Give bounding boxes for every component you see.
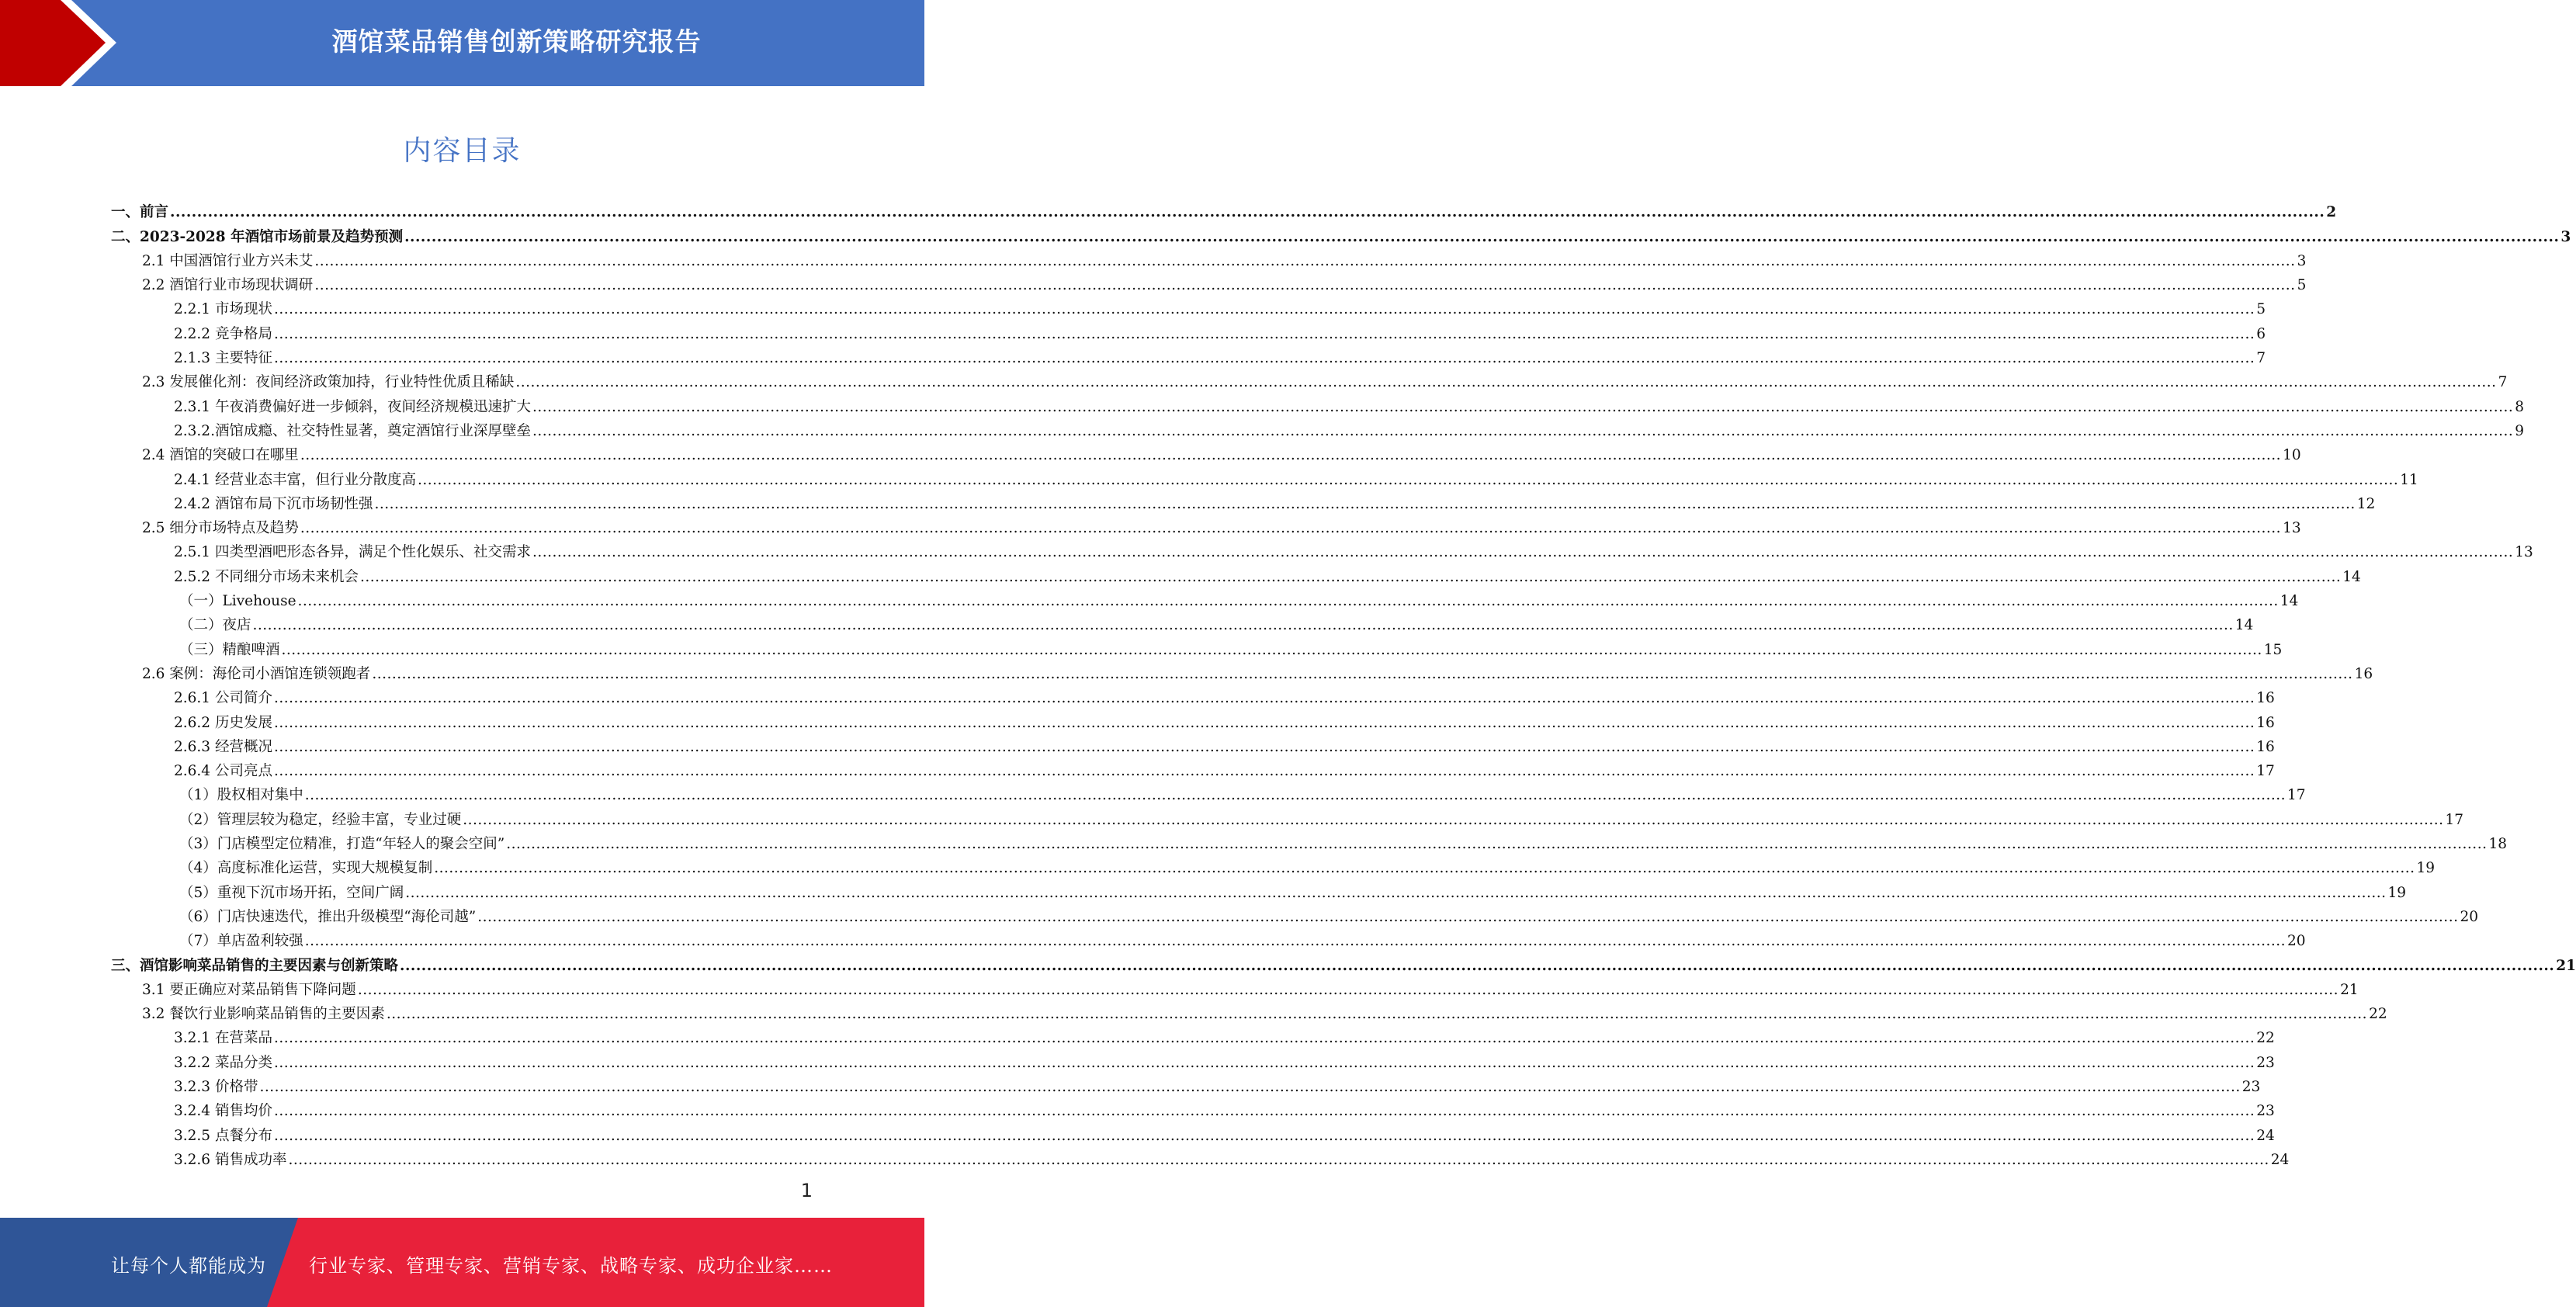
toc-dot-leader: ................................................................................................................................................................................................................................................................................................................................................................................................................ (288, 1151, 2269, 1168)
toc-dot-leader: ................................................................................................................................................................................................................................................................................................................................................................................................................ (477, 908, 2459, 925)
toc-entry-page: 7 (2256, 350, 2266, 367)
toc-heading: 内容目录 (403, 135, 522, 167)
toc-entry[interactable] (111, 343, 2266, 367)
toc-dot-leader: ................................................................................................................................................................................................................................................................................................................................................................................................................ (300, 447, 2282, 464)
toc-entry[interactable] (111, 683, 2275, 707)
footer-slogan-left: 让每个人都能成为 (111, 1255, 266, 1277)
toc-entry-label: 2.2.1 市场现状 (174, 301, 272, 318)
toc-dot-leader: ................................................................................................................................................................................................................................................................................................................................................................................................................ (273, 350, 2255, 367)
toc-dot-leader: ................................................................................................................................................................................................................................................................................................................................................................................................................ (273, 1054, 2255, 1071)
toc-entry-page: 18 (2488, 836, 2507, 853)
toc-entry-page: 17 (2256, 763, 2275, 780)
toc-dot-leader: ................................................................................................................................................................................................................................................................................................................................................................................................................ (404, 228, 2560, 245)
toc-entry-page: 12 (2356, 495, 2376, 512)
toc-entry-label: 2.3 发展催化剂：夜间经济政策加持，行业特性优质且稀缺 (142, 374, 515, 391)
page-header (0, 0, 924, 86)
toc-entry[interactable] (111, 318, 2266, 342)
toc-entry[interactable] (111, 950, 2576, 974)
toc-entry[interactable] (111, 780, 2306, 804)
toc-entry-page: 16 (2256, 690, 2275, 707)
toc-entry-page: 17 (2287, 787, 2306, 804)
toc-entry-label: 2.3.1 午夜消费偏好进一步倾斜，夜间经济规模迅速扩大 (174, 398, 531, 415)
toc-entry-label: 2.3.2.酒馆成瘾、社交特性显著，奠定酒馆行业深厚壁垒 (174, 422, 531, 439)
toc-entry-page: 17 (2445, 811, 2464, 828)
toc-entry-label: 2.4 酒馆的突破口在哪里 (142, 447, 299, 464)
toc-entry-label: （2）管理层较为稳定，经验丰富，专业过硬 (179, 811, 462, 828)
toc-entry[interactable] (111, 829, 2507, 853)
toc-entry-label: 2.6.3 经营概况 (174, 738, 272, 755)
toc-entry-label: 2.2.2 竞争格局 (174, 325, 272, 342)
toc-entry-label: 2.5 细分市场特点及趋势 (142, 520, 299, 537)
toc-entry-label: 3.2.6 销售成功率 (174, 1151, 287, 1168)
toc-entry-page: 8 (2515, 398, 2524, 415)
toc-entry-page: 24 (2256, 1127, 2275, 1144)
toc-entry-page: 20 (2287, 933, 2306, 950)
toc-dot-leader: ................................................................................................................................................................................................................................................................................................................................................................................................................ (273, 301, 2255, 318)
toc-entry[interactable] (111, 975, 2359, 999)
toc-dot-leader: ................................................................................................................................................................................................................................................................................................................................................................................................................ (273, 1127, 2255, 1144)
toc-entry-label: （6）门店快速迭代，推出升级模型“海伦司越” (179, 908, 477, 925)
toc-dot-leader: ................................................................................................................................................................................................................................................................................................................................................................................................................ (273, 738, 2255, 755)
toc-dot-leader: ................................................................................................................................................................................................................................................................................................................................................................................................................ (170, 204, 2325, 221)
toc-entry-label: 3.2.2 菜品分类 (174, 1054, 272, 1071)
toc-dot-leader: ................................................................................................................................................................................................................................................................................................................................................................................................................ (297, 593, 2279, 610)
toc-entry-page: 16 (2256, 738, 2275, 755)
toc-entry[interactable] (111, 999, 2387, 1023)
toc-dot-leader: ................................................................................................................................................................................................................................................................................................................................................................................................................ (273, 763, 2255, 780)
toc-entry-page: 11 (2400, 471, 2418, 488)
toc-entry-label: （1）股权相对集中 (179, 787, 303, 804)
toc-entry[interactable] (111, 1145, 2290, 1169)
toc-entry-label: 2.1 中国酒馆行业方兴未艾 (142, 252, 314, 269)
toc-entry[interactable] (111, 634, 2283, 658)
toc-entry-label: 3.2.1 在营菜品 (174, 1030, 272, 1047)
toc-dot-leader: ................................................................................................................................................................................................................................................................................................................................................................................................................ (259, 1078, 2241, 1095)
toc-entry-label: 2.4.2 酒馆布局下沉市场韧性强 (174, 495, 373, 512)
toc-dot-leader: ................................................................................................................................................................................................................................................................................................................................................................................................................ (273, 1030, 2255, 1047)
toc-entry[interactable] (111, 1023, 2275, 1047)
toc-entry[interactable] (111, 659, 2373, 683)
toc-entry-label: 2.2 酒馆行业市场现状调研 (142, 277, 314, 294)
toc-entry-page: 13 (2283, 520, 2301, 537)
toc-entry[interactable] (111, 1096, 2275, 1120)
toc-entry-label: 三、酒馆影响菜品销售的主要因素与创新策略 (111, 957, 399, 974)
toc-entry-label: 2.5.1 四类型酒吧形态各异，满足个性化娱乐、社交需求 (174, 544, 531, 561)
toc-entry[interactable] (111, 877, 2407, 901)
toc-entry[interactable] (111, 561, 2361, 585)
toc-dot-leader: ................................................................................................................................................................................................................................................................................................................................................................................................................ (386, 1006, 2368, 1023)
toc-entry-label: （7）单店盈利较强 (179, 933, 303, 950)
toc-entry[interactable] (111, 756, 2275, 780)
toc-entry-page: 2 (2326, 204, 2337, 221)
footer-slogan-right: 行业专家、管理专家、营销专家、战略专家、成功企业家…… (309, 1255, 833, 1277)
toc-entry-label: （三）精酿啤酒 (179, 641, 280, 658)
toc-entry-page: 14 (2342, 568, 2361, 585)
toc-entry-page: 24 (2270, 1151, 2290, 1168)
toc-dot-leader: ................................................................................................................................................................................................................................................................................................................................................................................................................ (532, 422, 2514, 439)
toc-entry[interactable] (111, 391, 2524, 415)
toc-entry[interactable] (111, 902, 2478, 926)
toc-dot-leader: ................................................................................................................................................................................................................................................................................................................................................................................................................ (400, 957, 2555, 974)
toc-entry[interactable] (111, 270, 2307, 294)
toc-entry-label: 3.2.5 点餐分布 (174, 1127, 272, 1144)
toc-dot-leader: ................................................................................................................................................................................................................................................................................................................................................................................................................ (304, 787, 2287, 804)
toc-entry-page: 21 (2556, 957, 2576, 974)
toc-dot-leader: ................................................................................................................................................................................................................................................................................................................................................................................................................ (281, 641, 2262, 658)
toc-dot-leader: ................................................................................................................................................................................................................................................................................................................................................................................................................ (314, 252, 2296, 269)
table-of-contents (111, 197, 2576, 1169)
toc-entry[interactable] (111, 440, 2301, 464)
toc-dot-leader: ................................................................................................................................................................................................................................................................................................................................................................................................................ (532, 544, 2514, 561)
toc-entry-page: 14 (2234, 617, 2254, 634)
toc-entry[interactable] (111, 246, 2307, 270)
toc-entry-page: 22 (2256, 1030, 2275, 1047)
toc-entry[interactable] (111, 926, 2306, 950)
toc-entry-page: 23 (2256, 1103, 2275, 1120)
toc-dot-leader: ................................................................................................................................................................................................................................................................................................................................................................................................................ (532, 398, 2514, 415)
toc-dot-leader: ................................................................................................................................................................................................................................................................................................................................................................................................................ (405, 884, 2387, 901)
toc-entry[interactable] (111, 489, 2376, 513)
toc-entry[interactable] (111, 513, 2301, 537)
toc-entry-label: （5）重视下沉市场开拓，空间广阔 (179, 884, 404, 901)
toc-entry-page: 3 (2560, 228, 2571, 245)
toc-entry-label: 一、前言 (111, 204, 169, 221)
toc-entry-page: 9 (2515, 422, 2524, 439)
toc-dot-leader: ................................................................................................................................................................................................................................................................................................................................................................................................................ (314, 277, 2296, 294)
toc-entry-label: 2.6.1 公司简介 (174, 690, 272, 707)
toc-dot-leader: ................................................................................................................................................................................................................................................................................................................................................................................................................ (357, 981, 2339, 998)
page-number: 1 (800, 1180, 813, 1201)
toc-entry[interactable] (111, 1047, 2275, 1071)
toc-entry-page: 19 (2387, 884, 2407, 901)
toc-entry-label: 2.1.3 主要特征 (174, 350, 272, 367)
toc-entry-page: 13 (2515, 544, 2533, 561)
toc-dot-leader: ................................................................................................................................................................................................................................................................................................................................................................................................................ (273, 1103, 2255, 1120)
toc-entry[interactable] (111, 367, 2508, 391)
toc-entry-page: 5 (2256, 301, 2266, 318)
toc-entry-page: 6 (2256, 325, 2266, 342)
toc-entry-page: 22 (2369, 1006, 2387, 1023)
toc-entry[interactable] (111, 732, 2275, 756)
toc-entry-label: （4）高度标准化运营，实现大规模复制 (179, 860, 433, 877)
toc-entry-page: 21 (2340, 981, 2359, 998)
toc-entry-label: 2.4.1 经营业态丰富，但行业分散度高 (174, 471, 416, 488)
toc-entry[interactable] (111, 294, 2266, 318)
toc-entry-label: 2.6 案例：海伦司小酒馆连锁领跑者 (142, 665, 371, 682)
toc-dot-leader: ................................................................................................................................................................................................................................................................................................................................................................................................................ (300, 520, 2282, 537)
toc-dot-leader: ................................................................................................................................................................................................................................................................................................................................................................................................................ (252, 617, 2234, 634)
toc-entry-label: 2.6.2 历史发展 (174, 714, 272, 731)
toc-entry-page: 19 (2416, 860, 2436, 877)
toc-dot-leader: ................................................................................................................................................................................................................................................................................................................................................................................................................ (463, 811, 2444, 828)
toc-entry[interactable] (111, 586, 2299, 610)
toc-entry-page: 23 (2241, 1078, 2261, 1095)
toc-entry[interactable] (111, 1120, 2275, 1144)
toc-dot-leader: ................................................................................................................................................................................................................................................................................................................................................................................................................ (273, 325, 2255, 342)
toc-entry-label: 3.2.3 价格带 (174, 1078, 258, 1095)
report-title: 酒馆菜品销售创新策略研究报告 (331, 26, 702, 57)
toc-dot-leader: ................................................................................................................................................................................................................................................................................................................................................................................................................ (273, 690, 2255, 707)
toc-entry[interactable] (111, 610, 2254, 634)
toc-dot-leader: ................................................................................................................................................................................................................................................................................................................................................................................................................ (374, 495, 2356, 512)
toc-dot-leader: ................................................................................................................................................................................................................................................................................................................................................................................................................ (515, 374, 2497, 391)
toc-entry[interactable] (111, 1072, 2261, 1096)
toc-entry-page: 16 (2354, 665, 2373, 682)
toc-entry-label: 3.1 要正确应对菜品销售下降问题 (142, 981, 356, 998)
toc-dot-leader: ................................................................................................................................................................................................................................................................................................................................................................................................................ (304, 933, 2287, 950)
toc-entry[interactable] (111, 221, 2571, 245)
toc-entry-page: 15 (2263, 641, 2283, 658)
toc-entry-label: 2.5.2 不同细分市场未来机会 (174, 568, 359, 585)
toc-entry-label: 二、2023-2028 年酒馆市场前景及趋势预测 (111, 228, 404, 245)
toc-entry-label: （一）Livehouse (179, 593, 296, 610)
page-footer (0, 1218, 924, 1307)
toc-entry-label: 3.2.4 销售均价 (174, 1103, 272, 1120)
toc-dot-leader: ................................................................................................................................................................................................................................................................................................................................................................................................................ (417, 471, 2399, 488)
toc-entry-label: 3.2 餐饮行业影响菜品销售的主要因素 (142, 1006, 385, 1023)
toc-dot-leader: ................................................................................................................................................................................................................................................................................................................................................................................................................ (372, 665, 2353, 682)
toc-dot-leader: ................................................................................................................................................................................................................................................................................................................................................................................................................ (273, 714, 2255, 731)
toc-entry-page: 5 (2297, 277, 2307, 294)
toc-entry-page: 3 (2297, 252, 2307, 269)
toc-entry[interactable] (111, 537, 2533, 561)
toc-entry-page: 16 (2256, 714, 2275, 731)
toc-entry-page: 23 (2256, 1054, 2275, 1071)
toc-entry-page: 20 (2460, 908, 2478, 925)
toc-dot-leader: ................................................................................................................................................................................................................................................................................................................................................................................................................ (359, 568, 2342, 585)
toc-entry[interactable] (111, 707, 2275, 731)
toc-dot-leader: ................................................................................................................................................................................................................................................................................................................................................................................................................ (434, 860, 2415, 877)
toc-entry-page: 7 (2498, 374, 2508, 391)
toc-entry[interactable] (111, 416, 2524, 440)
toc-entry-page: 14 (2280, 593, 2299, 610)
toc-dot-leader: ................................................................................................................................................................................................................................................................................................................................................................................................................ (506, 836, 2488, 853)
toc-entry[interactable] (111, 197, 2337, 221)
toc-entry-page: 10 (2283, 447, 2301, 464)
toc-entry[interactable] (111, 804, 2464, 828)
toc-entry[interactable] (111, 853, 2436, 877)
toc-entry[interactable] (111, 464, 2418, 488)
toc-entry-label: （3）门店模型定位精准，打造“年轻人的聚会空间” (179, 836, 505, 853)
toc-entry-label: （二）夜店 (179, 617, 251, 634)
toc-entry-label: 2.6.4 公司亮点 (174, 763, 272, 780)
